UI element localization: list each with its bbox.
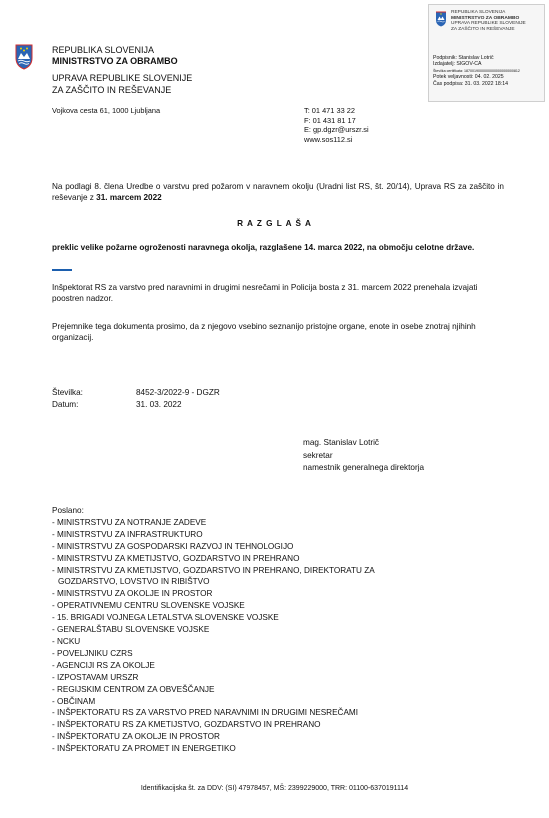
recipient-item: - AGENCIJI RS ZA OKOLJE [52,660,155,670]
date-value: 31. 03. 2022 [136,400,182,409]
recipient-item: - OPERATIVNEMU CENTRU SLOVENSKE VOJSKE [52,601,245,611]
recipient-item: - MINISTRSTVU ZA INFRASTRUKTURO [52,529,203,539]
recipient-item: - REGIJSKIM CENTROM ZA OBVEŠČANJE [52,684,215,694]
recipient-item: - MINISTRSTVU ZA OKOLJE IN PROSTOR [52,589,213,599]
recipient-item: - OBČINAM [52,696,96,706]
stamp-signing-time: Čas podpisa: 31. 03. 2022 18:14 [433,80,508,87]
number-value: 8452-3/2022-9 - DGZR [136,388,220,397]
letterhead-contacts [304,106,369,144]
digital-signature-stamp [428,4,545,102]
recipient-item: - INŠPEKTORATU RS ZA KMETIJSTVO, GOZDARSTVO IN PREHRANO [52,720,321,730]
recipients-notice-paragraph: Prejemnike tega dokumenta prosimo, da z njegovo vsebino seznanijo pristojne organe, enote in osebe znotraj njihinh organizacij. [52,322,476,342]
contact-email-link[interactable]: E: gp.dgzr@urszr.si [304,125,369,135]
intro-date: 31. marcem 2022 [96,192,162,202]
intro-paragraph [52,182,504,203]
decision-text: preklic velike požarne ogroženosti naravnega okolja, razglašene 14. marca 2022, na območju celotne države. [52,243,475,252]
recipient-item: - MINISTRSTVU ZA GOSPODARSKI RAZVOJ IN TEHNOLOGIJO [52,541,294,551]
recipients-list [52,517,375,755]
stamp-signer: Podpisnik: Stanislav Lotrič [433,55,494,61]
signatory-title: sekretar [303,450,333,460]
recipient-item: - MINISTRSTVU ZA KMETIJSTVO, GOZDARSTVO IN PREHRANO [52,553,300,563]
stamp-issuer: Izdajatelj: SIGOV-CA [433,61,482,68]
recipient-item: - INŠPEKTORATU RS ZA VARSTVO PRED NARAVNIMI IN DRUGIMI NESREČAMI [52,708,359,718]
stamp-header-line: REPUBLIKA SLOVENIJA [451,10,506,15]
stamp-certificate-number: Številka certifikata: 1870019000000000000000000812 [433,68,520,73]
recipient-item: - INŠPEKTORATU ZA PROMET IN ENERGETIKO [52,744,236,754]
footer-identification: Identifikacijska št. za DDV: (SI) 47978457, MŠ: 2399229000, TRR: 01100-6370191114 [140,785,409,792]
stamp-validity: Potek veljavnosti: 04. 02. 2025 [433,74,504,81]
slovenian-coat-of-arms-icon [15,44,33,70]
date-label: Datum: [52,400,79,409]
contact-fax: F: 01 431 81 17 [304,115,356,125]
recipients-title: Poslano: [52,506,84,515]
slovenian-crest-icon [435,11,447,27]
document-title: R A Z G L A Š A [237,219,312,228]
recipient-item: - MINISTRSTVU ZA NOTRANJE ZADEVE [52,517,207,527]
recipient-item: - GENERALŠTABU SLOVENSKE VOJSKE [52,625,210,635]
recipient-item: - INŠPEKTORATU ZA OKOLJE IN PROSTOR [52,732,220,742]
recipient-item: - MINISTRSTVU ZA KMETIJSTVO, GOZDARSTVO IN PREHRANO, DIREKTORATU ZA [52,565,375,575]
stamp-fields [433,55,543,87]
contact-website-link[interactable]: www.sos112.si [304,134,353,144]
recipient-item: GOZDARSTVO, LOVSTVO IN RIBIŠTVO [58,577,210,587]
signatory-position: namestnik generalnega direktorja [303,463,425,472]
decision-underline-mark [52,269,72,271]
contact-phone: T: 01 471 33 22 [304,106,355,115]
inspection-paragraph: Inšpektorat RS za varstvo pred naravnimi in drugimi nesrečami in Policija bosta z 31. marcem 2022 prenehala izvajati poostren nadzor. [52,283,478,303]
stamp-header-line: ZA ZAŠČITO IN REŠEVANJE [451,26,515,32]
intro-text: Na podlagi 8. člena Uredbe o varstvu pred požarom v naravnem okolju (Uradni list RS, št. 20/14), Uprava RS za zaščito in reševanje z [52,182,504,202]
signatory-name: mag. Stanislav Lotrič [303,438,379,447]
letterhead-ministry: MINISTRSTVO ZA OBRAMBO [52,56,178,67]
stamp-header-line: MINISTRSTVO ZA OBRAMBO [451,15,520,21]
recipient-item: - POVELJNIKU CZRS [52,648,133,658]
letterhead-agency: UPRAVA REPUBLIKE SLOVENIJE [52,73,193,84]
recipient-item: - IZPOSTAVAM URSZR [52,672,139,682]
letterhead-agency-line2: ZA ZAŠČITO IN REŠEVANJE [52,84,172,95]
letterhead-country: REPUBLIKA SLOVENIJA [52,45,155,55]
letterhead-block [52,45,192,96]
stamp-header-line: UPRAVA REPUBLIKE SLOVENIJE [451,21,526,27]
recipients-section [52,505,375,755]
number-label: Številka: [52,388,83,397]
signature-block [303,437,424,475]
letterhead-address: Vojkova cesta 61, 1000 Ljubljana [52,106,161,115]
stamp-header [451,10,541,32]
recipient-item: - 15. BRIGADI VOJNEGA LETALSTVA SLOVENSKE VOJSKE [52,613,279,623]
recipient-item: - NCKU [52,636,81,646]
